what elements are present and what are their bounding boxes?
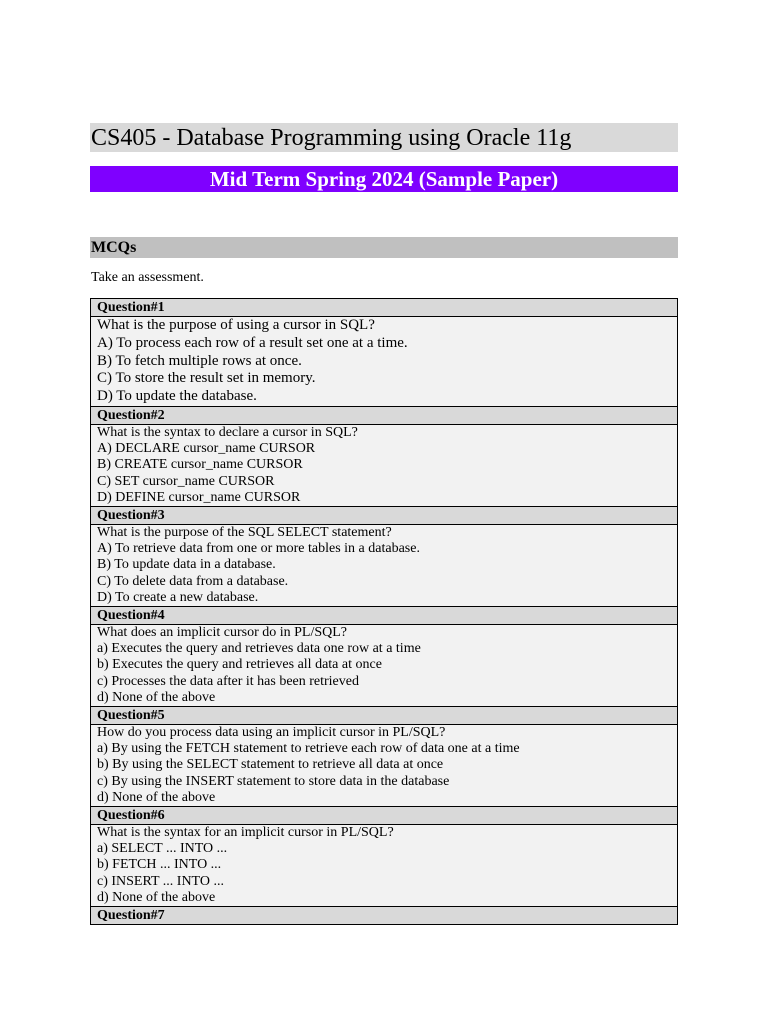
question-label: Question#5 — [91, 707, 677, 725]
question-3 — [91, 507, 677, 607]
question-5 — [91, 707, 677, 807]
question-body — [91, 317, 677, 407]
course-title: CS405 - Database Programming using Oracle 11g — [90, 123, 678, 152]
answer-option: d) None of the above — [97, 889, 216, 905]
answer-option: C) SET cursor_name CURSOR — [97, 473, 275, 489]
answer-option: C) To store the result set in memory. — [97, 370, 316, 387]
answer-option: b) By using the SELECT statement to retrieve all data at once — [97, 757, 444, 773]
question-text: What is the purpose of using a cursor in SQL? — [97, 317, 375, 333]
answer-option: A) To process each row of a result set one at a time. — [97, 334, 408, 351]
answer-option: B) To fetch multiple rows at once. — [97, 352, 302, 369]
question-2 — [91, 407, 677, 507]
section-heading-mcqs: MCQs — [90, 237, 678, 258]
answer-option: b) FETCH ... INTO ... — [97, 857, 222, 873]
question-label: Question#7 — [91, 907, 677, 924]
answer-option: C) To delete data from a database. — [97, 573, 289, 589]
answer-option: A) To retrieve data from one or more tables in a database. — [97, 541, 420, 557]
answer-option: d) None of the above — [97, 689, 216, 705]
questions-table — [90, 298, 678, 925]
exam-title: Mid Term Spring 2024 (Sample Paper) — [90, 166, 678, 192]
question-body — [91, 425, 677, 507]
question-1 — [91, 299, 677, 407]
answer-option: a) Executes the query and retrieves data one row at a time — [97, 641, 421, 657]
answer-option: a) SELECT ... INTO ... — [97, 841, 228, 857]
question-label: Question#6 — [91, 807, 677, 825]
answer-option: c) Processes the data after it has been retrieved — [97, 673, 359, 689]
question-4 — [91, 607, 677, 707]
intro-text: Take an assessment. — [91, 270, 204, 285]
answer-option: D) To update the database. — [97, 388, 257, 405]
question-body — [91, 525, 677, 607]
answer-option: D) DEFINE cursor_name CURSOR — [97, 489, 301, 505]
question-label: Question#4 — [91, 607, 677, 625]
answer-option: a) By using the FETCH statement to retrieve each row of data one at a time — [97, 741, 520, 757]
question-text: What does an implicit cursor do in PL/SQL? — [97, 625, 348, 641]
answer-option: b) Executes the query and retrieves all data at once — [97, 657, 382, 673]
question-body — [91, 625, 677, 707]
question-text: What is the purpose of the SQL SELECT statement? — [97, 525, 392, 540]
question-text: How do you process data using an implicit cursor in PL/SQL? — [97, 725, 446, 741]
question-body — [91, 825, 677, 907]
answer-option: d) None of the above — [97, 789, 216, 805]
answer-option: c) INSERT ... INTO ... — [97, 873, 224, 889]
answer-option: A) DECLARE cursor_name CURSOR — [97, 441, 316, 457]
question-text: What is the syntax to declare a cursor in SQL? — [97, 424, 358, 440]
answer-option: B) To update data in a database. — [97, 557, 276, 573]
answer-option: B) CREATE cursor_name CURSOR — [97, 457, 303, 473]
question-text: What is the syntax for an implicit cursor in PL/SQL? — [97, 825, 394, 841]
question-7 — [91, 907, 677, 924]
question-label: Question#1 — [91, 299, 677, 317]
question-6 — [91, 807, 677, 907]
answer-option: c) By using the INSERT statement to store data in the database — [97, 773, 450, 789]
question-label: Question#3 — [91, 507, 677, 525]
answer-option: D) To create a new database. — [97, 589, 259, 605]
question-body — [91, 725, 677, 807]
question-label: Question#2 — [91, 407, 677, 425]
